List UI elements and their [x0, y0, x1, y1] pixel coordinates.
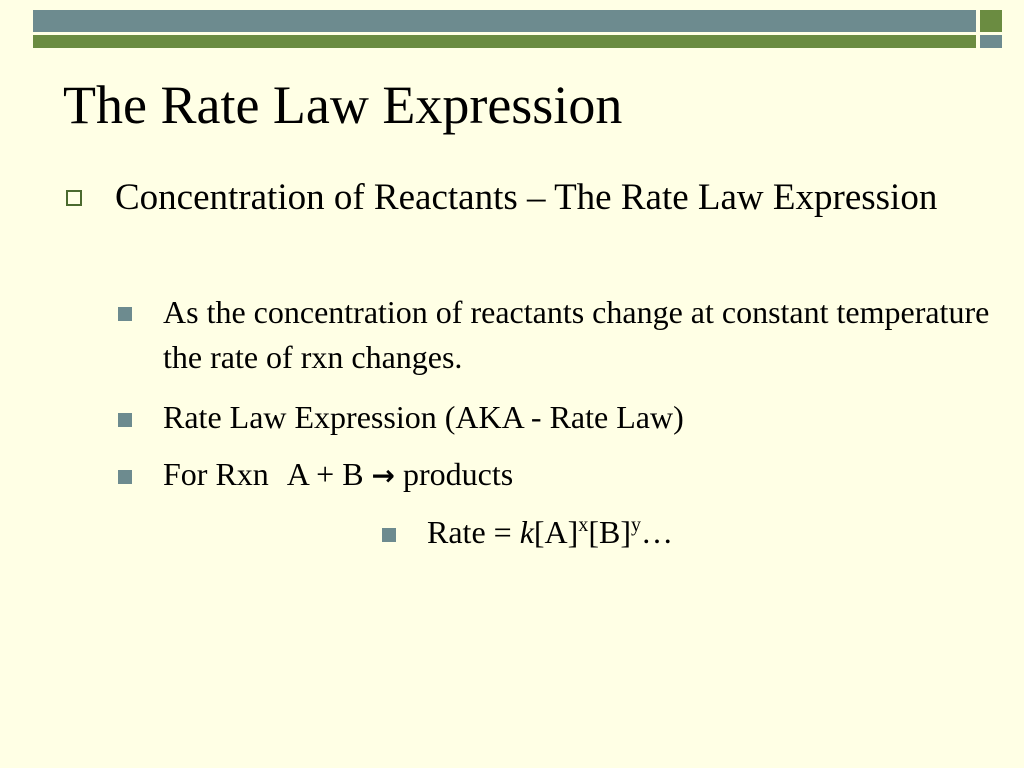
exponent-y: y: [630, 514, 641, 536]
sub-bullet-reaction: [163, 452, 1013, 498]
header-bar-green: [33, 35, 976, 48]
sub-bullet-rate-law-aka: Rate Law Expression (AKA - Rate Law): [163, 399, 684, 435]
sub-bullet-concentration-change: As the concentration of reactants change at constant temperature the rate of rxn changes.: [163, 294, 990, 375]
slide-title: The Rate Law Expression: [63, 75, 623, 135]
reaction-products: products: [403, 456, 514, 492]
square-bullet-icon: [382, 528, 396, 542]
hollow-square-bullet-icon: [66, 190, 82, 206]
rate-prefix: Rate =: [427, 514, 520, 550]
header-bar-gray: [33, 10, 976, 32]
reaction-reactants: A + B: [286, 456, 364, 492]
ellipsis: …: [640, 514, 673, 550]
rate-equation: [427, 510, 673, 555]
header-square-green: [980, 10, 1002, 32]
square-bullet-icon: [118, 413, 132, 427]
bullet-concentration: Concentration of Reactants – The Rate Law Expression: [115, 177, 938, 218]
square-bullet-icon: [118, 307, 132, 321]
header-square-gray: [980, 35, 1002, 48]
right-arrow-icon: →: [371, 459, 395, 492]
rate-constant: k: [519, 514, 534, 550]
exponent-x: x: [578, 514, 589, 536]
reaction-prefix: For Rxn: [163, 456, 269, 492]
square-bullet-icon: [118, 470, 132, 484]
conc-a: [A]: [533, 514, 579, 550]
conc-b: [B]: [588, 514, 631, 550]
